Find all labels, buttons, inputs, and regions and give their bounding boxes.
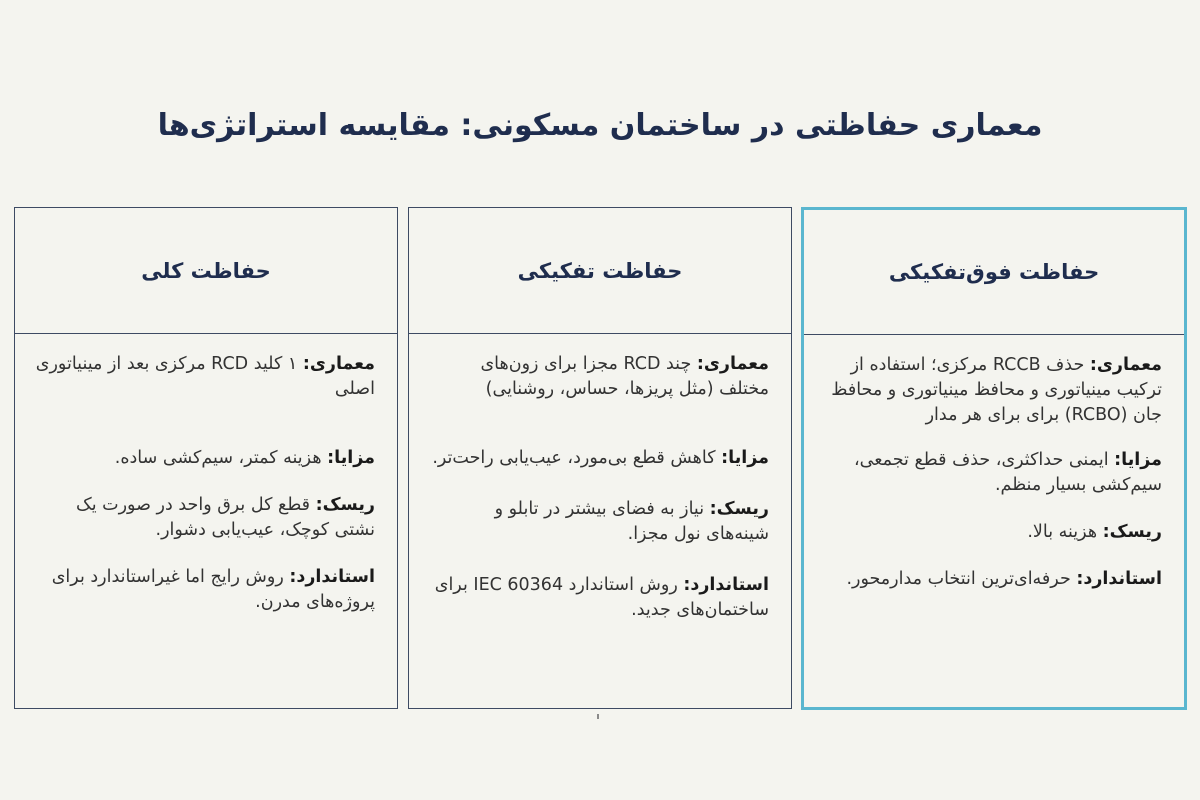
architecture-item: [822, 353, 1162, 428]
risk-label: ریسک:: [315, 495, 375, 515]
standard-label: استاندارد:: [683, 575, 769, 595]
page-title: معماری حفاظتی در ساختمان مسکونی: مقایسه استراتژی‌ها: [157, 108, 1043, 143]
risk-text: نیاز به فضای بیشتر در تابلو و شینه‌های نول مجزا.: [494, 499, 769, 544]
architecture-label: معماری:: [696, 354, 769, 374]
advantages-item: [33, 446, 375, 471]
column-heading: حفاظت کلی: [15, 208, 397, 334]
standard-label: استاندارد:: [1076, 569, 1162, 589]
advantages-text: هزینه کمتر، سیم‌کشی ساده.: [114, 448, 328, 468]
architecture-text: ۱ کلید RCD مرکزی بعد از مینیاتوری اصلی: [35, 354, 375, 399]
risk-text: هزینه بالا.: [1027, 522, 1103, 542]
advantages-label: مزایا:: [721, 448, 769, 468]
advantages-text: کاهش قطع بی‌مورد، عیب‌یابی راحت‌تر.: [432, 448, 722, 468]
standard-item: [33, 565, 375, 615]
standard-item: [822, 567, 1162, 592]
advantages-text: ایمنی حداکثری، حذف قطع تجمعی، سیم‌کشی بسیار منظم.: [853, 450, 1162, 495]
standard-item: [427, 573, 769, 623]
architecture-text: حذف RCCB مرکزی؛ استفاده از ترکیب مینیاتوری و محافظ مینیاتوری و محافظ جان (RCBO) برای برای هر مدار: [831, 355, 1162, 425]
risk-text: قطع کل برق واحد در صورت یک نشتی کوچک، عیب‌یابی دشوار.: [76, 495, 375, 540]
risk-item: [33, 493, 375, 543]
advantages-item: [427, 446, 769, 471]
advantages-label: مزایا:: [327, 448, 375, 468]
advantages-item: [822, 448, 1162, 498]
architecture-label: معماری:: [1089, 355, 1162, 375]
standard-text: روش استاندارد IEC 60364 برای ساختمان‌های جدید.: [434, 575, 769, 620]
advantages-label: مزایا:: [1114, 450, 1162, 470]
risk-item: [427, 497, 769, 547]
architecture-label: معماری:: [302, 354, 375, 374]
standard-label: استاندارد:: [289, 567, 375, 587]
column-body: [409, 334, 791, 623]
architecture-item: [427, 352, 769, 402]
column-central: [14, 207, 398, 709]
column-ultra-segmented: [801, 207, 1187, 710]
architecture-text: چند RCD مجزا برای زون‌های مختلف (مثل پریزها، حساس، روشنایی): [480, 354, 769, 399]
risk-label: ریسک:: [1102, 522, 1162, 542]
column-body: [804, 335, 1184, 592]
column-segmented: [408, 207, 792, 709]
standard-text: روش رایج اما غیراستاندارد برای پروژه‌های مدرن.: [51, 567, 375, 612]
column-heading: حفاظت تفکیکی: [409, 208, 791, 334]
decorative-mark: [597, 714, 599, 719]
standard-text: حرفه‌ای‌ترین انتخاب مدارمحور.: [846, 569, 1077, 589]
risk-item: [822, 520, 1162, 545]
column-body: [15, 334, 397, 615]
architecture-item: [33, 352, 375, 402]
column-heading: حفاظت فوق‌تفکیکی: [804, 210, 1184, 335]
risk-label: ریسک:: [709, 499, 769, 519]
